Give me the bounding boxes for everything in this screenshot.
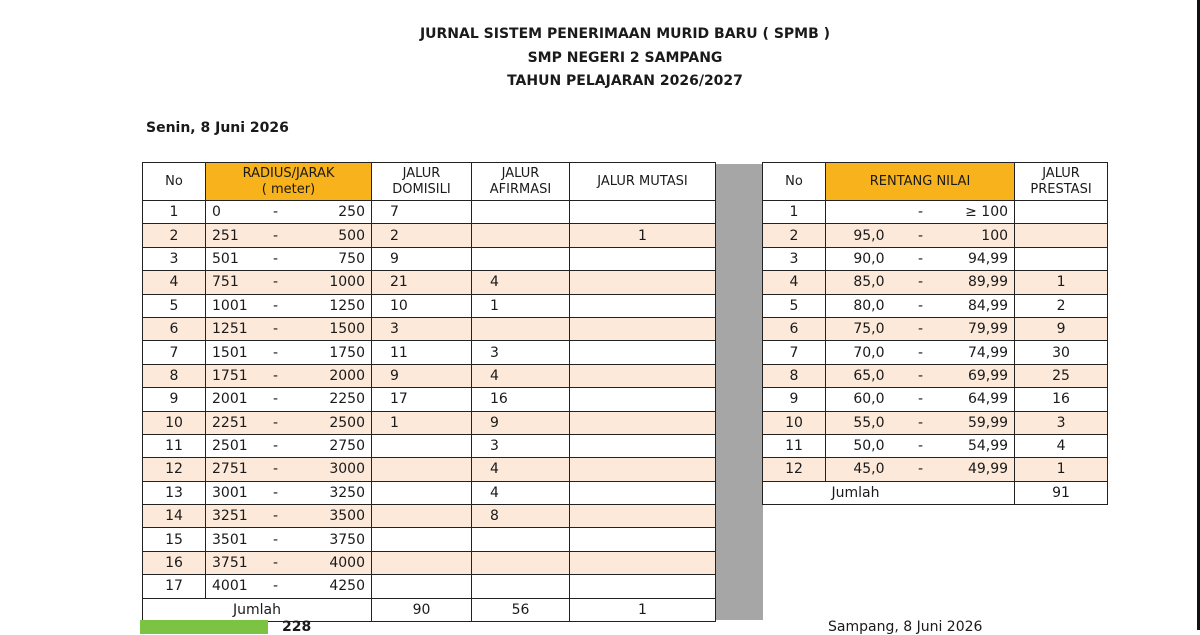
afirmasi-count: 3	[472, 341, 570, 364]
radius-dash: -	[262, 364, 290, 387]
header-rentang: RENTANG NILAI	[826, 163, 1015, 201]
radius-dash: -	[262, 481, 290, 504]
prestasi-count	[1015, 201, 1108, 224]
nilai-dash: -	[891, 341, 951, 364]
header-afirmasi: JALUR AFIRMASI	[472, 163, 570, 201]
nilai-dash: -	[891, 364, 951, 387]
nilai-dash: -	[891, 247, 951, 270]
nilai-from: 95,0	[826, 224, 891, 247]
nilai-to: 74,99	[951, 341, 1015, 364]
radius-to: 750	[290, 247, 372, 270]
afirmasi-count: 16	[472, 388, 570, 411]
radius-dash: -	[262, 201, 290, 224]
nilai-to: 94,99	[951, 247, 1015, 270]
radius-to: 1500	[290, 317, 372, 340]
row-no: 5	[763, 294, 826, 317]
mutasi-count	[570, 551, 716, 574]
row-no: 9	[143, 388, 206, 411]
domisili-count: 17	[372, 388, 472, 411]
domisili-count: 2	[372, 224, 472, 247]
header-no: No	[763, 163, 826, 201]
radius-from: 1751	[206, 364, 262, 387]
title-line-3: TAHUN PELAJARAN 2026/2027	[507, 73, 743, 89]
mutasi-count	[570, 294, 716, 317]
prestasi-count: 25	[1015, 364, 1108, 387]
nilai-from: 60,0	[826, 388, 891, 411]
domisili-count	[372, 528, 472, 551]
table-row	[763, 364, 1108, 387]
table-row	[143, 224, 716, 247]
radius-from: 2751	[206, 458, 262, 481]
radius-to: 3500	[290, 505, 372, 528]
row-no: 4	[143, 271, 206, 294]
nilai-from: 90,0	[826, 247, 891, 270]
total-blank	[763, 481, 826, 504]
radius-to: 4250	[290, 575, 372, 598]
radius-dash: -	[262, 434, 290, 457]
domisili-count	[372, 434, 472, 457]
table-row	[763, 201, 1108, 224]
title-line-1: JURNAL SISTEM PENERIMAAN MURID BARU ( SPMB )	[419, 26, 831, 42]
radius-from: 251	[206, 224, 262, 247]
row-no: 10	[763, 411, 826, 434]
radius-from: 2501	[206, 434, 262, 457]
grand-total: 228	[282, 619, 312, 635]
radius-to: 3750	[290, 528, 372, 551]
radius-from: 3501	[206, 528, 262, 551]
radius-table-header	[143, 163, 716, 201]
radius-to: 2250	[290, 388, 372, 411]
row-no: 10	[143, 411, 206, 434]
radius-dash: -	[262, 575, 290, 598]
radius-dash: -	[262, 247, 290, 270]
prestasi-count: 16	[1015, 388, 1108, 411]
row-no: 9	[763, 388, 826, 411]
radius-dash: -	[262, 505, 290, 528]
header-prestasi: JALUR PRESTASI	[1015, 163, 1108, 201]
nilai-to: 100	[951, 224, 1015, 247]
radius-dash: -	[262, 341, 290, 364]
radius-dash: -	[262, 551, 290, 574]
radius-to: 500	[290, 224, 372, 247]
row-no: 1	[763, 201, 826, 224]
mutasi-count	[570, 271, 716, 294]
row-no: 1	[143, 201, 206, 224]
afirmasi-count: 4	[472, 481, 570, 504]
total-label: Jumlah	[143, 598, 372, 621]
mutasi-count	[570, 458, 716, 481]
domisili-count: 7	[372, 201, 472, 224]
afirmasi-count	[472, 317, 570, 340]
table-row	[143, 247, 716, 270]
radius-dash: -	[262, 528, 290, 551]
radius-dash: -	[262, 317, 290, 340]
afirmasi-count: 1	[472, 294, 570, 317]
table-row	[763, 411, 1108, 434]
row-no: 12	[143, 458, 206, 481]
header-mutasi: JALUR MUTASI	[570, 163, 716, 201]
afirmasi-count: 4	[472, 271, 570, 294]
row-no: 6	[143, 317, 206, 340]
radius-to: 2750	[290, 434, 372, 457]
afirmasi-count	[472, 528, 570, 551]
radius-to: 3250	[290, 481, 372, 504]
nilai-from: 50,0	[826, 434, 891, 457]
prestasi-count: 2	[1015, 294, 1108, 317]
afirmasi-count	[472, 551, 570, 574]
table-row	[763, 247, 1108, 270]
row-no: 11	[763, 434, 826, 457]
domisili-count: 9	[372, 247, 472, 270]
green-label-strip	[140, 620, 268, 634]
row-no: 8	[763, 364, 826, 387]
total-afirmasi: 56	[472, 598, 570, 621]
prestasi-count	[1015, 224, 1108, 247]
radius-table	[142, 162, 716, 622]
domisili-count: 10	[372, 294, 472, 317]
nilai-table-header	[763, 163, 1108, 201]
row-no: 2	[763, 224, 826, 247]
mutasi-count	[570, 481, 716, 504]
nilai-dash: -	[891, 434, 951, 457]
nilai-table	[762, 162, 1108, 505]
afirmasi-count: 9	[472, 411, 570, 434]
table-row	[143, 528, 716, 551]
place-date: Sampang, 8 Juni 2026	[828, 619, 983, 635]
nilai-from: 85,0	[826, 271, 891, 294]
table-row	[143, 411, 716, 434]
total-row	[763, 481, 1108, 504]
header-domisili: JALUR DOMISILI	[372, 163, 472, 201]
nilai-from: 80,0	[826, 294, 891, 317]
radius-from: 0	[206, 201, 262, 224]
nilai-dash: -	[891, 271, 951, 294]
table-row	[143, 364, 716, 387]
nilai-to: 84,99	[951, 294, 1015, 317]
nilai-to: 89,99	[951, 271, 1015, 294]
table-row	[763, 341, 1108, 364]
radius-dash: -	[262, 271, 290, 294]
row-no: 4	[763, 271, 826, 294]
radius-from: 1501	[206, 341, 262, 364]
radius-from: 751	[206, 271, 262, 294]
row-no: 6	[763, 317, 826, 340]
prestasi-count: 9	[1015, 317, 1108, 340]
domisili-count: 3	[372, 317, 472, 340]
domisili-count: 1	[372, 411, 472, 434]
row-no: 8	[143, 364, 206, 387]
nilai-dash: -	[891, 294, 951, 317]
table-row	[143, 201, 716, 224]
table-row	[763, 271, 1108, 294]
prestasi-count	[1015, 247, 1108, 270]
table-row	[763, 294, 1108, 317]
header-no: No	[143, 163, 206, 201]
row-no: 7	[763, 341, 826, 364]
afirmasi-count	[472, 575, 570, 598]
domisili-count: 11	[372, 341, 472, 364]
afirmasi-count: 4	[472, 364, 570, 387]
mutasi-count	[570, 575, 716, 598]
table-row	[143, 388, 716, 411]
nilai-from: 55,0	[826, 411, 891, 434]
nilai-from: 75,0	[826, 317, 891, 340]
domisili-count	[372, 458, 472, 481]
nilai-to: 54,99	[951, 434, 1015, 457]
row-no: 17	[143, 575, 206, 598]
table-row	[143, 434, 716, 457]
row-no: 16	[143, 551, 206, 574]
row-no: 3	[763, 247, 826, 270]
table-row	[143, 481, 716, 504]
prestasi-count: 3	[1015, 411, 1108, 434]
radius-from: 3001	[206, 481, 262, 504]
afirmasi-count	[472, 224, 570, 247]
radius-dash: -	[262, 411, 290, 434]
row-no: 3	[143, 247, 206, 270]
title-line-2: SMP NEGERI 2 SAMPANG	[527, 50, 723, 66]
nilai-dash: -	[891, 224, 951, 247]
afirmasi-count	[472, 247, 570, 270]
total-label: Jumlah	[826, 481, 1015, 504]
domisili-count	[372, 505, 472, 528]
table-row	[763, 224, 1108, 247]
row-no: 13	[143, 481, 206, 504]
radius-from: 1001	[206, 294, 262, 317]
table-row	[143, 505, 716, 528]
domisili-count: 9	[372, 364, 472, 387]
radius-from: 2001	[206, 388, 262, 411]
radius-to: 3000	[290, 458, 372, 481]
table-row	[143, 317, 716, 340]
afirmasi-count: 3	[472, 434, 570, 457]
radius-to: 250	[290, 201, 372, 224]
table-row	[143, 575, 716, 598]
nilai-to: ≥ 100	[951, 201, 1015, 224]
table-row	[763, 458, 1108, 481]
mutasi-count	[570, 247, 716, 270]
radius-to: 2000	[290, 364, 372, 387]
row-no: 15	[143, 528, 206, 551]
mutasi-count	[570, 411, 716, 434]
nilai-to: 59,99	[951, 411, 1015, 434]
row-no: 2	[143, 224, 206, 247]
prestasi-count: 4	[1015, 434, 1108, 457]
mutasi-count	[570, 317, 716, 340]
radius-from: 1251	[206, 317, 262, 340]
radius-dash: -	[262, 388, 290, 411]
domisili-count: 21	[372, 271, 472, 294]
nilai-from: 45,0	[826, 458, 891, 481]
nilai-to: 64,99	[951, 388, 1015, 411]
total-prestasi: 91	[1015, 481, 1108, 504]
nilai-from	[826, 201, 891, 224]
nilai-to: 69,99	[951, 364, 1015, 387]
mutasi-count	[570, 364, 716, 387]
row-no: 5	[143, 294, 206, 317]
radius-to: 4000	[290, 551, 372, 574]
radius-from: 501	[206, 247, 262, 270]
nilai-from: 70,0	[826, 341, 891, 364]
table-row	[143, 271, 716, 294]
table-row	[763, 317, 1108, 340]
table-row	[143, 458, 716, 481]
row-no: 12	[763, 458, 826, 481]
nilai-dash: -	[891, 201, 951, 224]
radius-dash: -	[262, 294, 290, 317]
prestasi-count: 30	[1015, 341, 1108, 364]
table-row	[763, 434, 1108, 457]
domisili-count	[372, 575, 472, 598]
mutasi-count	[570, 201, 716, 224]
radius-to: 2500	[290, 411, 372, 434]
total-mutasi: 1	[570, 598, 716, 621]
table-row	[143, 341, 716, 364]
table-row	[143, 551, 716, 574]
radius-from: 2251	[206, 411, 262, 434]
afirmasi-count: 8	[472, 505, 570, 528]
radius-to: 1750	[290, 341, 372, 364]
afirmasi-count: 4	[472, 458, 570, 481]
row-no: 11	[143, 434, 206, 457]
nilai-dash: -	[891, 317, 951, 340]
total-row	[143, 598, 716, 621]
domisili-count	[372, 481, 472, 504]
mutasi-count	[570, 341, 716, 364]
prestasi-count: 1	[1015, 271, 1108, 294]
nilai-from: 65,0	[826, 364, 891, 387]
row-no: 14	[143, 505, 206, 528]
table-row	[763, 388, 1108, 411]
nilai-dash: -	[891, 458, 951, 481]
mutasi-count	[570, 434, 716, 457]
prestasi-count: 1	[1015, 458, 1108, 481]
nilai-dash: -	[891, 388, 951, 411]
total-domisili: 90	[372, 598, 472, 621]
radius-from: 3251	[206, 505, 262, 528]
header-radius: RADIUS/JARAK ( meter)	[206, 163, 372, 201]
radius-to: 1250	[290, 294, 372, 317]
mutasi-count	[570, 505, 716, 528]
radius-dash: -	[262, 224, 290, 247]
mutasi-count: 1	[570, 224, 716, 247]
afirmasi-count	[472, 201, 570, 224]
radius-dash: -	[262, 458, 290, 481]
table-row	[143, 294, 716, 317]
radius-from: 3751	[206, 551, 262, 574]
mutasi-count	[570, 388, 716, 411]
radius-from: 4001	[206, 575, 262, 598]
nilai-dash: -	[891, 411, 951, 434]
radius-to: 1000	[290, 271, 372, 294]
nilai-to: 79,99	[951, 317, 1015, 340]
domisili-count	[372, 551, 472, 574]
mutasi-count	[570, 528, 716, 551]
nilai-to: 49,99	[951, 458, 1015, 481]
gray-separator	[715, 164, 763, 620]
row-no: 7	[143, 341, 206, 364]
report-date: Senin, 8 Juni 2026	[146, 120, 289, 136]
